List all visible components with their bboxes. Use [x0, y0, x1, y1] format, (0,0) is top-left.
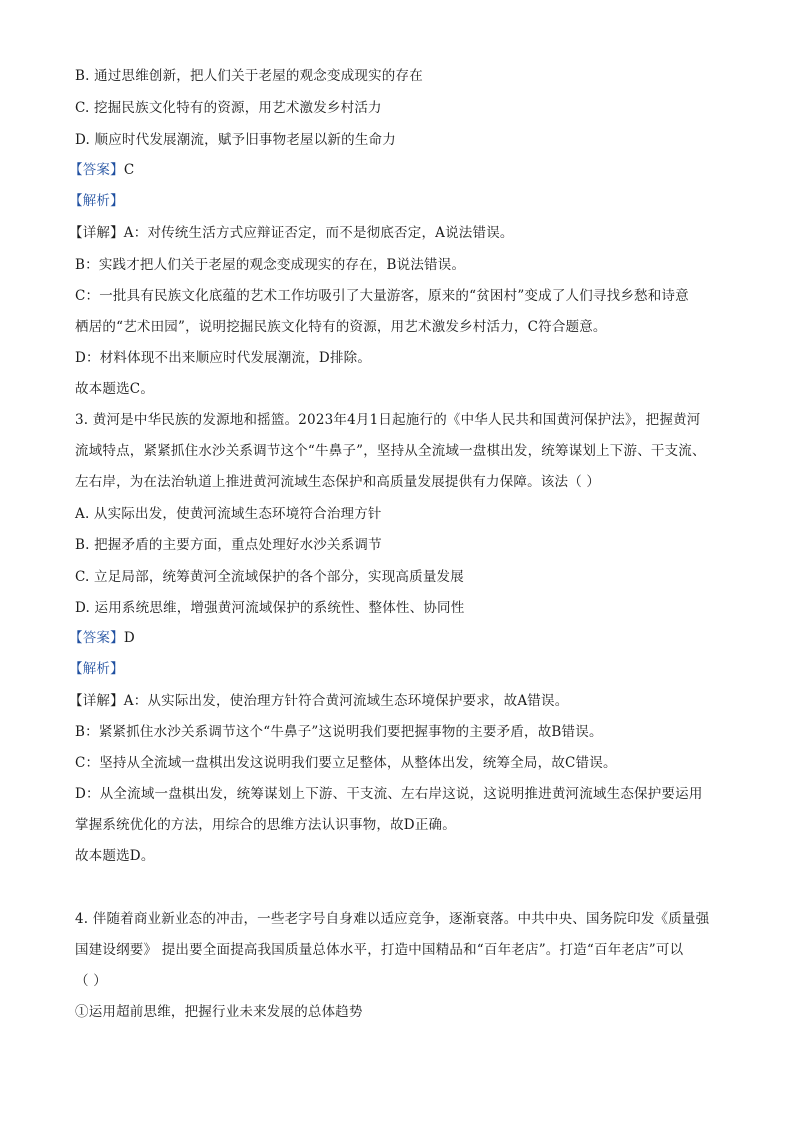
conclusion-line: 故本题选D。 [75, 848, 155, 864]
statement-1-line: ①运用超前思维，把握行业未来发展的总体趋势 [75, 1004, 363, 1020]
answer-value: D [123, 630, 135, 646]
question-4-stem: （ ） [75, 973, 107, 989]
explanation-line: C：坚持从全流域一盘棋出发这说明我们要立足整体，从整体出发，统筹全局，故C错误。 [75, 755, 617, 771]
option-b-line: B. 通过思维创新，把人们关于老屋的观念变成现实的存在 [75, 68, 423, 84]
explanation-line: 【详解】A：从实际出发，使治理方针符合黄河流域生态环境保护要求，故A错误。 [69, 693, 569, 709]
explanation-line: 掌握系统优化的方法，用综合的思维方法认识事物，故D正确。 [75, 817, 456, 833]
option-c-line: C. 立足局部，统筹黄河全流域保护的各个部分，实现高质量发展 [75, 569, 464, 585]
explanation-line: 栖居的“艺术田园”，说明挖掘民族文化特有的资源，用艺术激发乡村活力，C符合题意。 [75, 319, 607, 335]
answer-label: 【答案】 [69, 630, 124, 646]
explanation-line: B：紧紧抓住水沙关系调节这个“牛鼻子”这说明我们要把握事物的主要矛盾，故B错误。 [75, 724, 603, 740]
explanation-line: 【详解】A：对传统生活方式应辩证否定，而不是彻底否定，A说法错误。 [69, 225, 514, 241]
explanation-line: D：材料体现不出来顺应时代发展潮流，D排除。 [75, 350, 372, 366]
analysis-label: 【解析】 [69, 193, 124, 209]
question-3-stem: 3. 黄河是中华民族的发源地和摇篮。2023年4月1日起施行的《中华人民共和国黄河保护法》，把握黄河 [75, 412, 701, 428]
answer-value: C [123, 162, 135, 178]
conclusion-line: 故本题选C。 [75, 381, 155, 397]
answer-line [69, 161, 134, 179]
explanation-line: C：一批具有民族文化底蕴的艺术工作坊吸引了大量游客，原来的“贫困村”变成了人们寻找乡愁和诗意 [75, 288, 689, 304]
answer-label: 【答案】 [69, 162, 124, 178]
option-c-line: C. 挖掘民族文化特有的资源，用艺术激发乡村活力 [75, 100, 382, 116]
explanation-line: D：从全流域一盘棋出发，统筹谋划上下游、干支流、左右岸这说，这说明推进黄河流域生态保护要运用 [75, 786, 703, 802]
analysis-label: 【解析】 [69, 661, 124, 677]
option-d-line: D. 顺应时代发展潮流，赋予旧事物老屋以新的生命力 [75, 132, 396, 148]
question-4-stem: 4. 伴随着商业新业态的冲击，一些老字号自身难以适应竞争，逐渐衰落。中共中央、国务院印发《质量强 [75, 911, 710, 927]
question-4-stem: 国建设纲要》 提出要全面提高我国质量总体水平，打造中国精品和“百年老店”。打造“百年老店”可以 [75, 942, 684, 958]
question-3-stem: 左右岸，为在法治轨道上推进黄河流域生态保护和高质量发展提供有力保障。该法（ ） [75, 474, 601, 490]
question-3-stem: 流域特点，紧紧抓住水沙关系调节这个“牛鼻子”，坚持从全流域一盘棋出发，统筹谋划上下游、干支流、 [75, 443, 706, 459]
option-a-line: A. 从实际出发，使黄河流域生态环境符合治理方针 [75, 506, 382, 522]
answer-line [69, 629, 135, 647]
option-d-line: D. 运用系统思维，增强黄河流域保护的系统性、整体性、协同性 [75, 600, 465, 616]
explanation-line: B：实践才把人们关于老屋的观念变成现实的存在，B说法错误。 [75, 257, 466, 273]
option-b-line: B. 把握矛盾的主要方面，重点处理好水沙关系调节 [75, 537, 382, 553]
